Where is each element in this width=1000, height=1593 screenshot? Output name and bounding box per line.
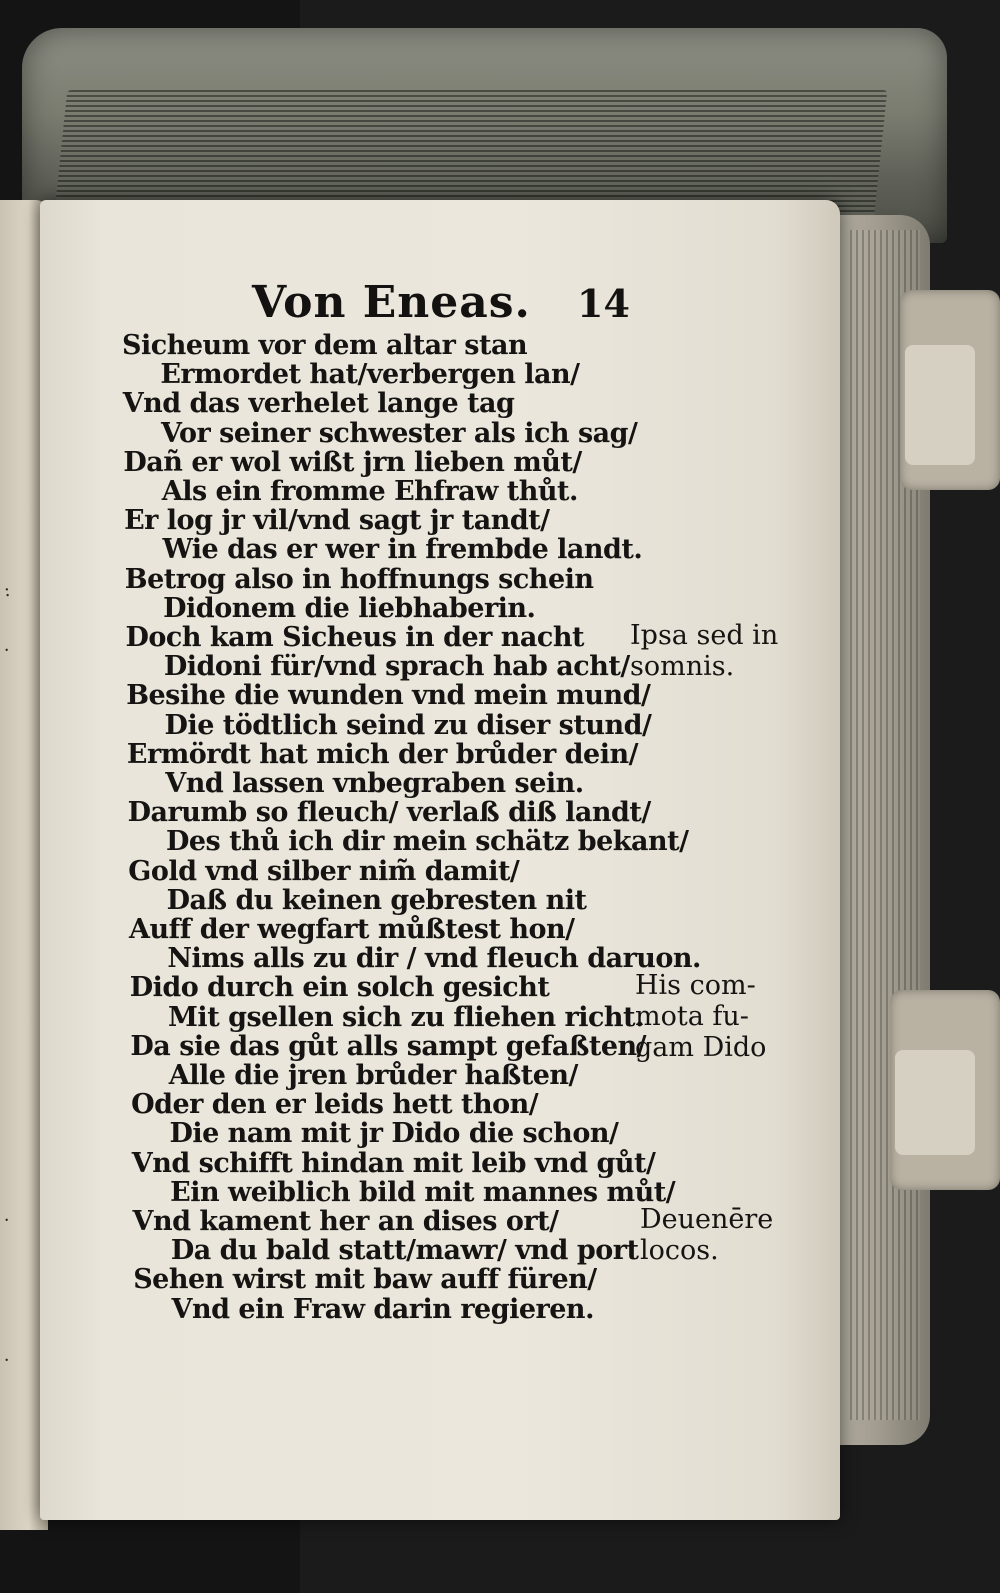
verse-line: Auff der wegfart můßtest hon/ (129, 914, 575, 945)
margin-note-line: somnis. (630, 651, 735, 682)
verse-line: Die nam mit jr Dido die schon/ (169, 1118, 619, 1150)
verse-line: Als ein fromme Ehfraw thůt. (161, 476, 578, 507)
verse-line: Vnd das verhelet lange tag (122, 388, 515, 420)
verse-line: Vnd ein Fraw darin regieren. (171, 1293, 594, 1325)
margin-note (630, 620, 778, 682)
margin-note-line: His com- (635, 970, 756, 1002)
verse-line: Alle die jren brůder haßten/ (168, 1060, 578, 1091)
verse-line: Er log jr vil/vnd sagt jr tandt/ (124, 505, 550, 537)
verse-line: Dañ er wol wißt jrn lieben můt/ (123, 446, 582, 478)
verse-line: Des thů ich dir mein schätz bekant/ (165, 826, 689, 858)
verse-line: Vnd lassen vnbegraben sein. (165, 768, 584, 799)
page-number: 14 (577, 281, 630, 326)
verse-line: Ermordet hat/verbergen lan/ (160, 359, 580, 391)
margin-note-line: gam Dido (635, 1032, 767, 1064)
verse-line: Nims alls zu dir / vnd fleuch daruon. (167, 943, 701, 975)
verse-line: Da du bald statt/mawr/ vnd port (170, 1235, 639, 1267)
verse-line: Vnd schifft hindan mit leib vnd gůt/ (131, 1147, 656, 1179)
running-head: Von Eneas. (252, 277, 531, 328)
verse-line: Darumb so fleuch/ verlaß diß landt/ (127, 797, 651, 829)
verse-line: Sicheum vor dem altar stan (122, 330, 528, 361)
facing-page-fragment: : (2, 579, 12, 602)
verse-line: Ein weiblich bild mit mannes můt/ (170, 1176, 676, 1208)
facing-page-fragment: · (2, 1349, 12, 1372)
verse-line: Betrog also in hoffnungs schein (124, 563, 594, 595)
verse-line: Die tödtlich seind zu diser stund/ (164, 709, 652, 741)
verse-line: Besihe die wunden vnd mein mund/ (126, 680, 651, 712)
verse-line: Ermördt hat mich der brůder dein/ (126, 738, 638, 770)
margin-note-line: locos. (640, 1235, 719, 1266)
facing-page-fragment: · (2, 639, 12, 662)
verse-line: Da sie das gůt alls sampt gefaßten/ (130, 1030, 647, 1062)
verse-line: Oder den er leids hett thon/ (131, 1089, 539, 1121)
margin-note-line: mota fu- (635, 1001, 749, 1033)
verse-line: Sehen wirst mit baw auff füren/ (133, 1264, 597, 1296)
clasp-lower-knob (895, 1050, 975, 1155)
verse-line: Daß du keinen gebresten nit (166, 884, 587, 916)
verse-line: Mit gsellen sich zu fliehen richt. (168, 1001, 644, 1033)
verse-line: Gold vnd silber nim̃ damit/ (128, 855, 520, 887)
verse-line: Dido durch ein solch gesicht (129, 972, 550, 1004)
verse-line: Wie das er wer in frembde landt. (162, 534, 643, 566)
facing-page-fragment: · (2, 1209, 12, 1232)
margin-note (635, 970, 766, 1063)
margin-note (640, 1204, 773, 1266)
verse-line: Doch kam Sicheus in der nacht (125, 622, 584, 653)
margin-note-line: Deuenēre (640, 1204, 774, 1235)
margin-note-line: Ipsa sed in (630, 620, 779, 651)
verse-line: Vor seiner schwester als ich sag/ (161, 417, 638, 449)
verse-line: Didoni für/vnd sprach hab acht/ (163, 651, 630, 683)
clasp-upper-knob (905, 345, 975, 465)
verse-line: Vnd kament her an dises ort/ (132, 1206, 559, 1237)
verse-line: Didonem die liebhaberin. (163, 592, 536, 624)
page-header (252, 277, 652, 337)
